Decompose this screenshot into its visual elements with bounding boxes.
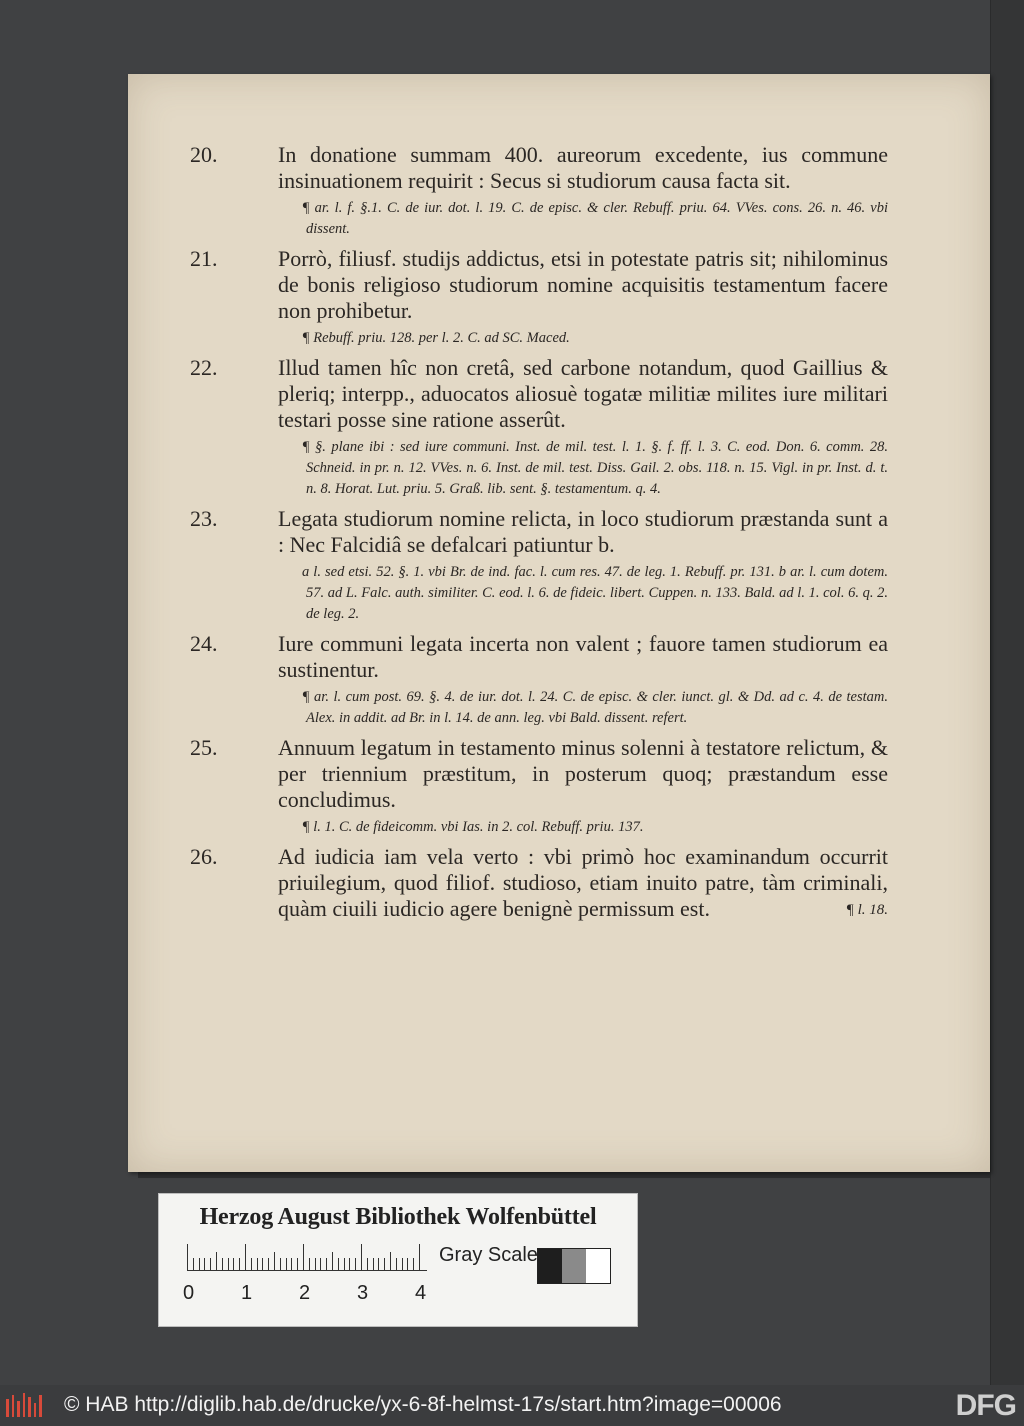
hab-logo-icon <box>6 1393 42 1417</box>
paragraph-text: In donatione summam 400. aureorum excedente, ius commune insinuationem requirit : Secus si studiorum causa facta sit. <box>278 142 888 193</box>
catchword: ¶ l. 18. <box>845 902 888 918</box>
backing-card <box>990 0 1024 1385</box>
ruler-tick <box>396 1258 397 1270</box>
ruler-tick <box>210 1258 211 1270</box>
library-name: Herzog August Bibliothek Wolfenbüttel <box>199 1204 597 1230</box>
paragraph-number: 20. <box>190 142 218 167</box>
ruler-tick <box>407 1258 408 1270</box>
gray-scale-swatch <box>537 1248 611 1284</box>
ruler-tick <box>326 1258 327 1270</box>
marginal-note: ¶ ar. l. cum post. 69. §. 4. de iur. dot. l. 24. C. de episc. & cler. iunct. gl. & Dd. ad c. 4. de testam. Alex. in addit. ad Br. in l. 14. de ann. leg. vbi Bald. dissent. refert. <box>302 689 888 726</box>
ruler-tick <box>239 1258 240 1270</box>
ruler-tick <box>303 1244 304 1270</box>
ruler-tick <box>193 1258 194 1270</box>
ruler-tick <box>355 1258 356 1270</box>
ruler-tick <box>251 1258 252 1270</box>
paragraph-text: Annuum legatum in testamento minus solenni à testatore relictum, & per triennium præstitum, in posterum quoq; præstandum esse concludimus. <box>278 735 888 812</box>
marginal-note: ¶ §. plane ibi : sed iure communi. Inst. de mil. test. l. 1. §. f. ff. l. 3. C. eod. Don. 6. comm. 28. Schneid. in pr. n. 12. VVes. n. 6. Inst. de mil. test. Diss. Gail. 2. obs. 118. n. 15. Vigl. in pr. Inst. d. t. n. 8. Horat. Lut. priu. 5. Graß. lib. sent. §. testamentum. q. 4. <box>302 439 888 497</box>
ruler-tick <box>349 1258 350 1270</box>
ruler-tick <box>315 1258 316 1270</box>
library-label <box>158 1193 638 1327</box>
ruler-tick <box>320 1258 321 1270</box>
ruler-tick <box>187 1244 188 1270</box>
ruler-tick <box>309 1258 310 1270</box>
paragraph-number: 24. <box>190 631 218 656</box>
paragraph-text: Iure communi legata incerta non valent ; fauore tamen studiorum ea sustinentur. <box>278 631 888 682</box>
paragraph <box>190 844 888 922</box>
paragraph-number: 26. <box>190 844 218 869</box>
paragraph-text: Legata studiorum nomine relicta, in loco studiorum præstanda sunt a : Nec Falcidiâ se defalcari patiuntur b. <box>278 506 888 557</box>
ruler-tick <box>228 1258 229 1270</box>
ruler-tick <box>390 1252 391 1270</box>
ruler-tick <box>245 1244 246 1270</box>
ruler-number-4: 4 <box>415 1282 427 1304</box>
paragraph-number: 21. <box>190 246 218 271</box>
ruler-tick <box>286 1258 287 1270</box>
paragraph-text: Ad iudicia iam vela verto : vbi primò hoc examinandum occurrit priuilegium, quod filiof. studioso, etiam inuito patre, tàm criminali, quàm ciuili iudicio agere benignè permissum est. <box>278 844 888 921</box>
ruler-number-3: 3 <box>357 1282 369 1304</box>
book-page <box>128 74 990 1172</box>
ruler-tick <box>216 1252 217 1270</box>
ruler-number-0: 0 <box>183 1282 195 1304</box>
source-url[interactable]: © HAB http://diglib.hab.de/drucke/yx-6-8f-helmst-17s/start.htm?image=00006 <box>64 1393 782 1416</box>
ruler-tick <box>199 1258 200 1270</box>
ruler <box>183 1244 427 1304</box>
paragraph <box>190 246 888 349</box>
paragraph <box>190 355 888 500</box>
ruler-tick <box>373 1258 374 1270</box>
ruler-tick <box>361 1244 362 1270</box>
footer-bar <box>0 1385 1024 1426</box>
page-text <box>190 142 888 921</box>
ruler-tick <box>297 1258 298 1270</box>
paragraph <box>190 735 888 838</box>
ruler-tick <box>257 1258 258 1270</box>
dfg-logo: DFG <box>955 1389 1016 1422</box>
ruler-tick <box>262 1258 263 1270</box>
ruler-ticks <box>187 1244 427 1271</box>
ruler-number-2: 2 <box>299 1282 311 1304</box>
paragraph <box>190 631 888 729</box>
paragraph-text: Porrò, filiusf. studijs addictus, etsi in potestate patris sit; nihilominus de bonis religioso studiorum nomine acquisitis testamentum facere non prohibetur. <box>278 246 888 323</box>
ruler-tick <box>419 1244 420 1270</box>
ruler-tick <box>222 1258 223 1270</box>
ruler-tick <box>332 1252 333 1270</box>
paragraph <box>190 142 888 240</box>
marginal-note: a l. sed etsi. 52. §. 1. vbi Br. de ind. fac. l. cum res. 47. de leg. 1. Rebuff. pr. 131. b ar. l. cum dotem. 57. ad L. Falc. auth. similiter. C. eod. l. 6. de fideic. libert. Cuppen. n. 133. Bald. ad l. 1. col. 6. q. 2. de leg. 2. <box>302 564 888 622</box>
ruler-tick <box>268 1258 269 1270</box>
ruler-tick <box>338 1258 339 1270</box>
ruler-tick <box>233 1258 234 1270</box>
paragraph <box>190 506 888 625</box>
marginal-note: ¶ ar. l. f. §.1. C. de iur. dot. l. 19. C. de episc. & cler. Rebuff. priu. 64. VVes. cons. 26. n. 46. vbi dissent. <box>302 200 888 237</box>
paragraph-number: 22. <box>190 355 218 380</box>
ruler-tick <box>384 1258 385 1270</box>
marginal-note: ¶ l. 1. C. de fideicomm. vbi Ias. in 2. col. Rebuff. priu. 137. <box>302 819 644 835</box>
ruler-tick <box>378 1258 379 1270</box>
gray-scale-label: Gray Scale <box>439 1244 538 1266</box>
ruler-tick <box>280 1258 281 1270</box>
ruler-tick <box>413 1258 414 1270</box>
page-shadow <box>138 1172 990 1178</box>
ruler-tick <box>402 1258 403 1270</box>
ruler-number-1: 1 <box>241 1282 253 1304</box>
ruler-tick <box>367 1258 368 1270</box>
ruler-tick <box>204 1258 205 1270</box>
paragraph-number: 23. <box>190 506 218 531</box>
paragraph-text: Illud tamen hîc non cretâ, sed carbone notandum, quod Gaillius & pleriq; interpp., aduocatos aliosuè togatæ militiæ milites iure militari testari posse sine ratione asserût. <box>278 355 888 432</box>
ruler-tick <box>291 1258 292 1270</box>
marginal-note: ¶ Rebuff. priu. 128. per l. 2. C. ad SC. Maced. <box>302 330 570 346</box>
ruler-tick <box>344 1258 345 1270</box>
paragraph-number: 25. <box>190 735 218 760</box>
ruler-tick <box>274 1252 275 1270</box>
